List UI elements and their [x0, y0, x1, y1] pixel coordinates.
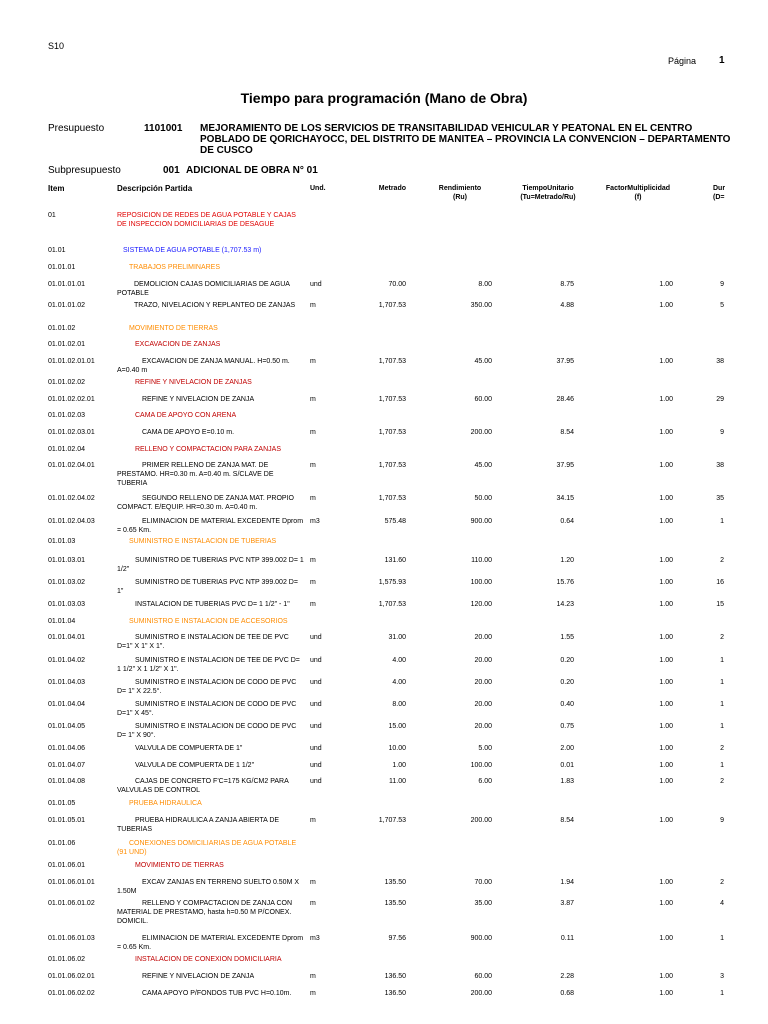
item-code: 01.01.02.03.01	[48, 429, 95, 436]
item-unit: und	[310, 778, 322, 785]
col-factor-title: FactorMultiplicidad	[605, 185, 671, 192]
item-duracion: 2	[720, 879, 724, 886]
item-code: 01.01.04.08	[48, 778, 85, 785]
item-description: SUMINISTRO DE TUBERIAS PVC NTP 399.002 D= 1"	[117, 579, 298, 595]
item-code: 01.01.04.02	[48, 657, 85, 664]
item-description: REFINE Y NIVELACION DE ZANJA	[142, 396, 255, 403]
item-code: 01.01.02.04.03	[48, 518, 95, 525]
item-description: SEGUNDO RELLENO DE ZANJA MAT. PROPIO COMPACT. E/EQUIP. HR=0.30 m. A=0.40 m.	[117, 495, 294, 511]
item-metrado: 135.50	[384, 900, 406, 907]
item-code: 01.01.02.01.01	[48, 358, 95, 365]
item-description: SUMINISTRO E INSTALACION DE CODO DE PVC D= 1" X 22.5°.	[117, 679, 297, 695]
item-factor: 1.00	[659, 762, 673, 769]
item-tiempo-unitario: 0.20	[560, 657, 574, 664]
item-description: REFINE Y NIVELACION DE ZANJAS	[135, 379, 252, 386]
item-code: 01.01	[48, 247, 66, 254]
item-duracion: 1	[720, 679, 724, 686]
item-metrado: 8.00	[392, 701, 406, 708]
item-unit: m	[310, 429, 316, 436]
item-code: 01.01.06.02.02	[48, 990, 95, 997]
item-metrado: 1,575.93	[378, 579, 406, 586]
item-unit: und	[310, 701, 322, 708]
item-factor: 1.00	[659, 723, 673, 730]
col-duracion-sub: (D=	[713, 194, 725, 201]
col-metrado-header: Metrado	[378, 185, 406, 192]
item-duracion: 38	[716, 358, 724, 365]
item-unit: m	[310, 462, 316, 469]
item-description: SUMINISTRO E INSTALACION DE TEE DE PVC D=1" X 1" X 1".	[117, 634, 289, 650]
item-code: 01.01.03.02	[48, 579, 85, 586]
item-tiempo-unitario: 14.23	[556, 601, 574, 608]
item-metrado: 1.00	[392, 762, 406, 769]
item-code: 01.01.04.06	[48, 745, 85, 752]
item-tiempo-unitario: 1.94	[560, 879, 574, 886]
item-metrado: 1,707.53	[378, 396, 406, 403]
item-code: 01.01.04	[48, 618, 76, 625]
item-description: INSTALACION DE TUBERIAS PVC D= 1 1/2" - 1"	[135, 601, 290, 608]
col-duracion-header	[713, 184, 725, 202]
item-unit: und	[310, 723, 322, 730]
item-code: 01.01.03.03	[48, 601, 85, 608]
item-tiempo-unitario: 28.46	[556, 396, 574, 403]
item-duracion: 2	[720, 778, 724, 785]
item-code: 01.01.06.01.01	[48, 879, 95, 886]
item-description: REFINE Y NIVELACION DE ZANJA	[142, 973, 255, 980]
item-code: 01.01.02.01	[48, 341, 85, 348]
item-description: DEMOLICION CAJAS DOMICILIARIAS DE AGUA POTABLE	[117, 281, 290, 297]
item-description: REPOSICION DE REDES DE AGUA POTABLE Y CAJAS DE INSPECCION DOMICILIARIAS DE DESAGUE	[117, 212, 296, 228]
item-duracion: 2	[720, 557, 724, 564]
item-rendimiento: 45.00	[474, 358, 492, 365]
item-code: 01.01.06	[48, 840, 76, 847]
item-unit: und	[310, 745, 322, 752]
page-title: Tiempo para programación (Mano de Obra)	[240, 90, 528, 106]
item-factor: 1.00	[659, 900, 673, 907]
item-code: 01.01.04.07	[48, 762, 85, 769]
item-rendimiento: 200.00	[470, 990, 492, 997]
item-rendimiento: 900.00	[470, 935, 492, 942]
item-metrado: 1,707.53	[378, 601, 406, 608]
presupuesto-code: 1101001	[144, 123, 183, 134]
item-description: PRUEBA HIDRAULICA	[129, 800, 202, 807]
item-unit: m	[310, 879, 316, 886]
item-description: CAJAS DE CONCRETO F'C=175 KG/CM2 PARA VALVULAS DE CONTROL	[117, 778, 289, 794]
item-description: SUMINISTRO E INSTALACION DE TEE DE PVC D= 1 1/2" X 1 1/2" X 1".	[117, 657, 300, 673]
item-code: 01.01.03	[48, 538, 76, 545]
item-factor: 1.00	[659, 973, 673, 980]
item-duracion: 1	[720, 990, 724, 997]
item-description: EXCAV ZANJAS EN TERRENO SUELTO 0.50M X 1.50M	[117, 879, 300, 895]
item-rendimiento: 20.00	[474, 701, 492, 708]
item-tiempo-unitario: 1.83	[560, 778, 574, 785]
item-unit: m	[310, 396, 316, 403]
col-rendimiento-title: Rendimiento	[438, 185, 482, 192]
item-tiempo-unitario: 0.40	[560, 701, 574, 708]
item-metrado: 1,707.53	[378, 429, 406, 436]
item-factor: 1.00	[659, 990, 673, 997]
item-tiempo-unitario: 8.54	[560, 429, 574, 436]
item-unit: m3	[310, 518, 320, 525]
item-duracion: 1	[720, 701, 724, 708]
col-rendimiento-sub: (Ru)	[453, 194, 467, 201]
col-duracion-title: Dur	[713, 185, 726, 192]
item-tiempo-unitario: 0.75	[560, 723, 574, 730]
item-description: CAMA DE APOYO CON ARENA	[135, 412, 237, 419]
item-description: RELLENO Y COMPACTACION PARA ZANJAS	[135, 446, 281, 453]
item-factor: 1.00	[659, 879, 673, 886]
item-tiempo-unitario: 0.20	[560, 679, 574, 686]
item-duracion: 1	[720, 723, 724, 730]
item-code: 01.01.01.02	[48, 302, 85, 309]
item-metrado: 136.50	[384, 973, 406, 980]
presupuesto-name: MEJORAMIENTO DE LOS SERVICIOS DE TRANSITABILIDAD VEHICULAR Y PEATONAL EN EL CENTRO POBLADO DE QORICHAYOCC, DEL DISTRITO DE MANITEA – PROVINCIA LA CONVENCION – DEPARTAMENTO DE CUSCO	[200, 123, 731, 156]
item-description: INSTALACION DE CONEXION DOMICILIARIA	[135, 956, 282, 963]
item-description: SUMINISTRO E INSTALACION DE ACCESORIOS	[129, 618, 288, 625]
item-unit: m3	[310, 935, 320, 942]
subpresupuesto-label: Subpresupuesto	[48, 165, 121, 176]
item-duracion: 9	[720, 817, 724, 824]
item-tiempo-unitario: 2.00	[560, 745, 574, 752]
item-rendimiento: 200.00	[470, 817, 492, 824]
item-code: 01.01.04.04	[48, 701, 85, 708]
item-code: 01.01.04.05	[48, 723, 85, 730]
item-rendimiento: 20.00	[474, 679, 492, 686]
item-code: 01.01.06.02	[48, 956, 85, 963]
item-factor: 1.00	[659, 358, 673, 365]
item-description: CAMA DE APOYO E=0.10 m.	[142, 429, 235, 436]
item-rendimiento: 60.00	[474, 973, 492, 980]
item-tiempo-unitario: 0.64	[560, 518, 574, 525]
item-metrado: 31.00	[388, 634, 406, 641]
item-unit: m	[310, 495, 316, 502]
item-rendimiento: 20.00	[474, 634, 492, 641]
item-duracion: 38	[716, 462, 724, 469]
item-factor: 1.00	[659, 396, 673, 403]
item-rendimiento: 8.00	[478, 281, 492, 288]
item-code: 01.01.02.02	[48, 379, 85, 386]
item-factor: 1.00	[659, 778, 673, 785]
item-description: SUMINISTRO E INSTALACION DE CODO DE PVC D=1" X 45°.	[117, 701, 297, 717]
col-rendimiento-header	[430, 184, 490, 202]
item-rendimiento: 70.00	[474, 879, 492, 886]
item-unit: m	[310, 601, 316, 608]
item-duracion: 2	[720, 634, 724, 641]
item-duracion: 1	[720, 518, 724, 525]
item-code: 01.01.06.01.03	[48, 935, 95, 942]
item-unit: und	[310, 762, 322, 769]
item-metrado: 135.50	[384, 879, 406, 886]
item-code: 01.01.02.04.01	[48, 462, 95, 469]
item-metrado: 136.50	[384, 990, 406, 997]
item-tiempo-unitario: 34.15	[556, 495, 574, 502]
item-duracion: 9	[720, 429, 724, 436]
col-descripcion-header: Descripción Partida	[117, 184, 193, 193]
item-rendimiento: 120.00	[470, 601, 492, 608]
item-metrado: 10.00	[388, 745, 406, 752]
item-unit: und	[310, 634, 322, 641]
item-description: PRIMER RELLENO DE ZANJA MAT. DE PRESTAMO. HR=0.30 m. A=0.40 m. S/CLAVE DE TUBERIA	[117, 462, 274, 487]
item-description: SUMINISTRO E INSTALACION DE TUBERIAS	[129, 538, 277, 545]
item-metrado: 1,707.53	[378, 495, 406, 502]
item-description: CAMA APOYO P/FONDOS TUB PVC H=0.10m.	[142, 990, 292, 997]
item-description: ELIMINACION DE MATERIAL EXCEDENTE Dprom = 0.65 Km.	[117, 935, 304, 951]
item-tiempo-unitario: 1.55	[560, 634, 574, 641]
item-metrado: 1,707.53	[378, 358, 406, 365]
item-rendimiento: 200.00	[470, 429, 492, 436]
item-description: PRUEBA HIDRAULICA A ZANJA ABIERTA DE TUBERIAS	[117, 817, 280, 833]
item-metrado: 1,707.53	[378, 817, 406, 824]
page-number: 1	[719, 55, 725, 66]
item-unit: m	[310, 302, 316, 309]
page-label: Página	[668, 56, 697, 66]
item-tiempo-unitario: 3.87	[560, 900, 574, 907]
item-description: EXCAVACION DE ZANJA MANUAL. H=0.50 m. A=0.40 m	[117, 358, 290, 374]
item-description: VALVULA DE COMPUERTA DE 1"	[135, 745, 243, 752]
item-code: 01	[48, 212, 56, 219]
item-factor: 1.00	[659, 745, 673, 752]
item-duracion: 1	[720, 935, 724, 942]
item-unit: und	[310, 281, 322, 288]
item-unit: m	[310, 900, 316, 907]
item-factor: 1.00	[659, 634, 673, 641]
item-unit: m	[310, 358, 316, 365]
item-factor: 1.00	[659, 495, 673, 502]
item-tiempo-unitario: 2.28	[560, 973, 574, 980]
item-tiempo-unitario: 37.95	[556, 462, 574, 469]
presupuesto-label: Presupuesto	[48, 123, 105, 134]
col-tiempo-header	[508, 184, 588, 202]
item-rendimiento: 350.00	[470, 302, 492, 309]
col-factor-header	[598, 184, 678, 202]
item-description: MOVIMIENTO DE TIERRAS	[129, 325, 218, 332]
item-unit: m	[310, 817, 316, 824]
item-factor: 1.00	[659, 302, 673, 309]
item-code: 01.01.02.02.01	[48, 396, 95, 403]
item-code: 01.01.02.04.02	[48, 495, 95, 502]
item-tiempo-unitario: 0.68	[560, 990, 574, 997]
item-unit: m	[310, 973, 316, 980]
item-tiempo-unitario: 37.95	[556, 358, 574, 365]
item-duracion: 2	[720, 745, 724, 752]
item-metrado: 4.00	[392, 679, 406, 686]
item-code: 01.01.04.03	[48, 679, 85, 686]
item-description: SUMINISTRO E INSTALACION DE CODO DE PVC D= 1" X 90°.	[117, 723, 297, 739]
item-rendimiento: 5.00	[478, 745, 492, 752]
item-factor: 1.00	[659, 701, 673, 708]
item-unit: m	[310, 579, 316, 586]
item-metrado: 131.60	[384, 557, 406, 564]
item-tiempo-unitario: 0.01	[560, 762, 574, 769]
item-unit: und	[310, 679, 322, 686]
item-rendimiento: 60.00	[474, 396, 492, 403]
item-description: SUMINISTRO DE TUBERIAS PVC NTP 399.002 D= 1 1/2"	[117, 557, 304, 573]
item-description: TRABAJOS PRELIMINARES	[129, 264, 221, 271]
item-metrado: 4.00	[392, 657, 406, 664]
col-tiempo-sub: (Tu=Metrado/Ru)	[520, 194, 576, 201]
item-description: TRAZO, NIVELACION Y REPLANTEO DE ZANJAS	[134, 302, 296, 309]
item-duracion: 16	[716, 579, 724, 586]
item-code: 01.01.06.01.02	[48, 900, 95, 907]
item-description: RELLENO Y COMPACTACION DE ZANJA CON MATERIAL DE PRESTAMO, hasta h=0.50 M P/CONEX. DOMICIL.	[117, 900, 293, 925]
item-duracion: 4	[720, 900, 724, 907]
col-item-header: Item	[48, 184, 65, 193]
item-code: 01.01.06.01	[48, 862, 85, 869]
item-description: EXCAVACION DE ZANJAS	[135, 341, 221, 348]
item-rendimiento: 100.00	[470, 579, 492, 586]
item-description: MOVIMIENTO DE TIERRAS	[135, 862, 224, 869]
item-duracion: 3	[720, 973, 724, 980]
item-factor: 1.00	[659, 518, 673, 525]
item-description: ELIMINACION DE MATERIAL EXCEDENTE Dprom = 0.65 Km.	[117, 518, 304, 534]
item-factor: 1.00	[659, 935, 673, 942]
item-tiempo-unitario: 1.20	[560, 557, 574, 564]
item-rendimiento: 45.00	[474, 462, 492, 469]
item-tiempo-unitario: 15.76	[556, 579, 574, 586]
item-metrado: 1,707.53	[378, 302, 406, 309]
item-factor: 1.00	[659, 557, 673, 564]
item-factor: 1.00	[659, 601, 673, 608]
item-duracion: 29	[716, 396, 724, 403]
item-tiempo-unitario: 4.88	[560, 302, 574, 309]
item-duracion: 15	[716, 601, 724, 608]
item-code: 01.01.06.02.01	[48, 973, 95, 980]
item-code: 01.01.02	[48, 325, 76, 332]
item-duracion: 35	[716, 495, 724, 502]
item-description: SISTEMA DE AGUA POTABLE (1,707.53 m)	[123, 247, 262, 254]
subpresupuesto-code: 001	[163, 165, 180, 176]
item-rendimiento: 110.00	[471, 557, 492, 564]
item-factor: 1.00	[659, 679, 673, 686]
col-factor-sub: (f)	[634, 194, 642, 201]
item-unit: m	[310, 990, 316, 997]
item-metrado: 11.00	[389, 778, 406, 785]
item-tiempo-unitario: 0.11	[560, 935, 574, 942]
item-rendimiento: 100.00	[470, 762, 492, 769]
item-duracion: 5	[720, 302, 724, 309]
item-code: 01.01.01	[48, 264, 76, 271]
item-rendimiento: 50.00	[474, 495, 492, 502]
item-duracion: 1	[720, 657, 724, 664]
item-tiempo-unitario: 8.54	[560, 817, 574, 824]
item-rendimiento: 20.00	[474, 657, 492, 664]
item-factor: 1.00	[659, 817, 673, 824]
item-unit: m	[310, 557, 316, 564]
item-code: 01.01.03.01	[48, 557, 85, 564]
item-tiempo-unitario: 8.75	[560, 281, 574, 288]
item-factor: 1.00	[659, 281, 673, 288]
item-code: 01.01.02.04	[48, 446, 85, 453]
report-code: S10	[48, 41, 65, 51]
item-metrado: 70.00	[388, 281, 406, 288]
item-code: 01.01.05	[48, 800, 76, 807]
item-code: 01.01.05.01	[48, 817, 85, 824]
item-factor: 1.00	[659, 462, 673, 469]
item-factor: 1.00	[659, 579, 673, 586]
item-metrado: 15.00	[388, 723, 406, 730]
item-code: 01.01.01.01	[48, 281, 85, 288]
item-description: VALVULA DE COMPUERTA DE 1 1/2"	[135, 762, 255, 769]
item-factor: 1.00	[659, 657, 673, 664]
col-tiempo-title: TiempoUnitario	[522, 185, 574, 192]
subpresupuesto-name: ADICIONAL DE OBRA N° 01	[186, 165, 318, 176]
item-unit: und	[310, 657, 322, 664]
item-metrado: 97.56	[388, 935, 406, 942]
item-rendimiento: 6.00	[478, 778, 492, 785]
item-code: 01.01.04.01	[48, 634, 85, 641]
item-factor: 1.00	[659, 429, 673, 436]
item-duracion: 1	[720, 762, 724, 769]
item-metrado: 1,707.53	[378, 462, 406, 469]
col-und-header: Und.	[310, 185, 326, 192]
item-code: 01.01.02.03	[48, 412, 85, 419]
item-duracion: 9	[720, 281, 724, 288]
item-metrado: 575.48	[384, 518, 406, 525]
item-rendimiento: 35.00	[474, 900, 492, 907]
item-rendimiento: 900.00	[470, 518, 492, 525]
item-rendimiento: 20.00	[474, 723, 492, 730]
item-description: CONEXIONES DOMICILIARIAS DE AGUA POTABLE (91 UND)	[117, 840, 297, 856]
